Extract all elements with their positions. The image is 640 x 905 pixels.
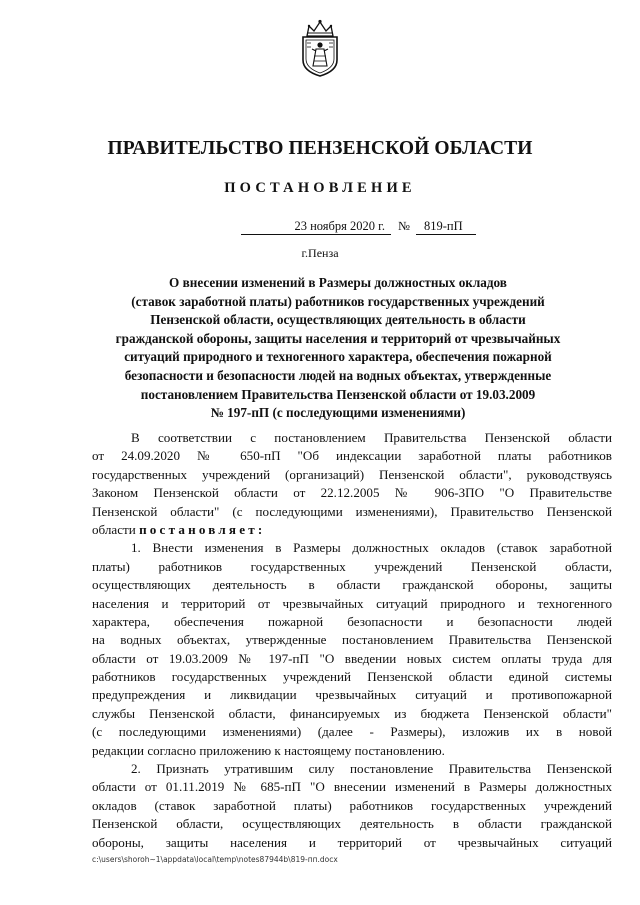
item1-line: службы Пензенской области, финансируемых из бюджета Пензенской области": [92, 705, 612, 721]
item1-line: области от 19.03.2009 № 197-пП "О введении новых систем оплаты труда для: [92, 650, 612, 666]
coat-of-arms-icon: [299, 18, 341, 78]
item1-line: работников государственных учреждений Пензенской области единой системы: [92, 669, 612, 685]
decree-title: [82, 274, 594, 423]
item2-line: обороны, защиты населения и территорий от чрезвычайных ситуаций: [92, 834, 612, 850]
file-path-footer: c:\users\shoroh~1\appdata\local\temp\notes87944b\819-пп.docx: [92, 855, 338, 864]
document-type: ПОСТАНОВЛЕНИЕ: [224, 180, 416, 196]
item1-line: населения и территорий от чрезвычайных ситуаций природного и техногенного: [92, 595, 612, 611]
preamble-line: от 24.09.2020 № 650-пП "Об индексации заработной платы работников: [92, 448, 612, 464]
item1-line: характера, обеспечения пожарной безопасности и безопасности людей: [92, 613, 612, 629]
decree-number: 819-пП: [416, 219, 476, 235]
title-line: безопасности и безопасности людей на водных объектах, утвержденные: [124, 367, 552, 383]
item1-line: (с последующими изменениями) (далее - Размеры), изложив их в новой: [92, 724, 612, 740]
preamble-last-line: [92, 521, 612, 539]
decree-word: постановляет:: [139, 521, 266, 537]
item1-line: редакции согласно приложению к настоящему постановлению.: [92, 742, 445, 758]
item1-line: платы) работников государственных учреждений Пензенской области,: [92, 558, 612, 574]
item1-line: на водных объектах, утвержденные постановлением Правительства Пензенской: [92, 632, 612, 648]
item1-line: осуществляющих деятельность в области гражданской обороны, защиты: [92, 577, 612, 593]
item2-line: окладов (ставок заработной платы) работников государственных учреждений: [92, 797, 612, 813]
preamble-tail: области: [92, 521, 136, 537]
preamble-line: Законом Пензенской области от 22.12.2005 № 906-ЗПО "О Правительстве: [92, 485, 612, 501]
title-line: О внесении изменений в Размеры должностных окладов: [169, 275, 507, 290]
item2-line: 2. Признать утратившим силу постановление Правительства Пензенской: [131, 761, 612, 777]
title-line: № 197-пП (с последующими изменениями): [210, 405, 466, 421]
item1-line: предупреждения и ликвидации чрезвычайных ситуаций и противопожарной: [92, 687, 612, 703]
title-line: (ставок заработной платы) работников государственных учреждений: [131, 293, 545, 309]
title-line: Пензенской области, осуществляющих деятельность в области: [150, 312, 526, 328]
organization-name: ПРАВИТЕЛЬСТВО ПЕНЗЕНСКОЙ ОБЛАСТИ: [107, 138, 533, 159]
preamble-line: В соответствии с постановлением Правительства Пензенской области: [131, 430, 612, 445]
preamble-line: Пензенской области" (с последующими изменениями), Правительство Пензенской: [92, 503, 612, 519]
decree-body: [92, 429, 612, 852]
city-name: г.Пенза: [301, 246, 339, 260]
item2-line: области от 01.11.2019 № 685-пП "О внесении изменений в Размеры должностных: [92, 779, 612, 795]
title-line: постановлением Правительства Пензенской области от 19.03.2009: [140, 386, 536, 402]
preamble-line: государственных учреждений (организаций) Пензенской области", руководствуясь: [92, 466, 612, 482]
title-line: гражданской обороны, защиты населения и территорий от чрезвычайных: [115, 330, 561, 346]
item1-line: 1. Внести изменения в Размеры должностных окладов (ставок заработной: [131, 540, 612, 556]
number-label: №: [398, 219, 410, 233]
title-line: ситуаций природного и техногенного характера, обеспечения пожарной: [124, 349, 552, 365]
decree-date: 23 ноября 2020 г.: [241, 219, 391, 235]
item2-line: Пензенской области, осуществляющих деятельность в области гражданской: [92, 816, 612, 832]
